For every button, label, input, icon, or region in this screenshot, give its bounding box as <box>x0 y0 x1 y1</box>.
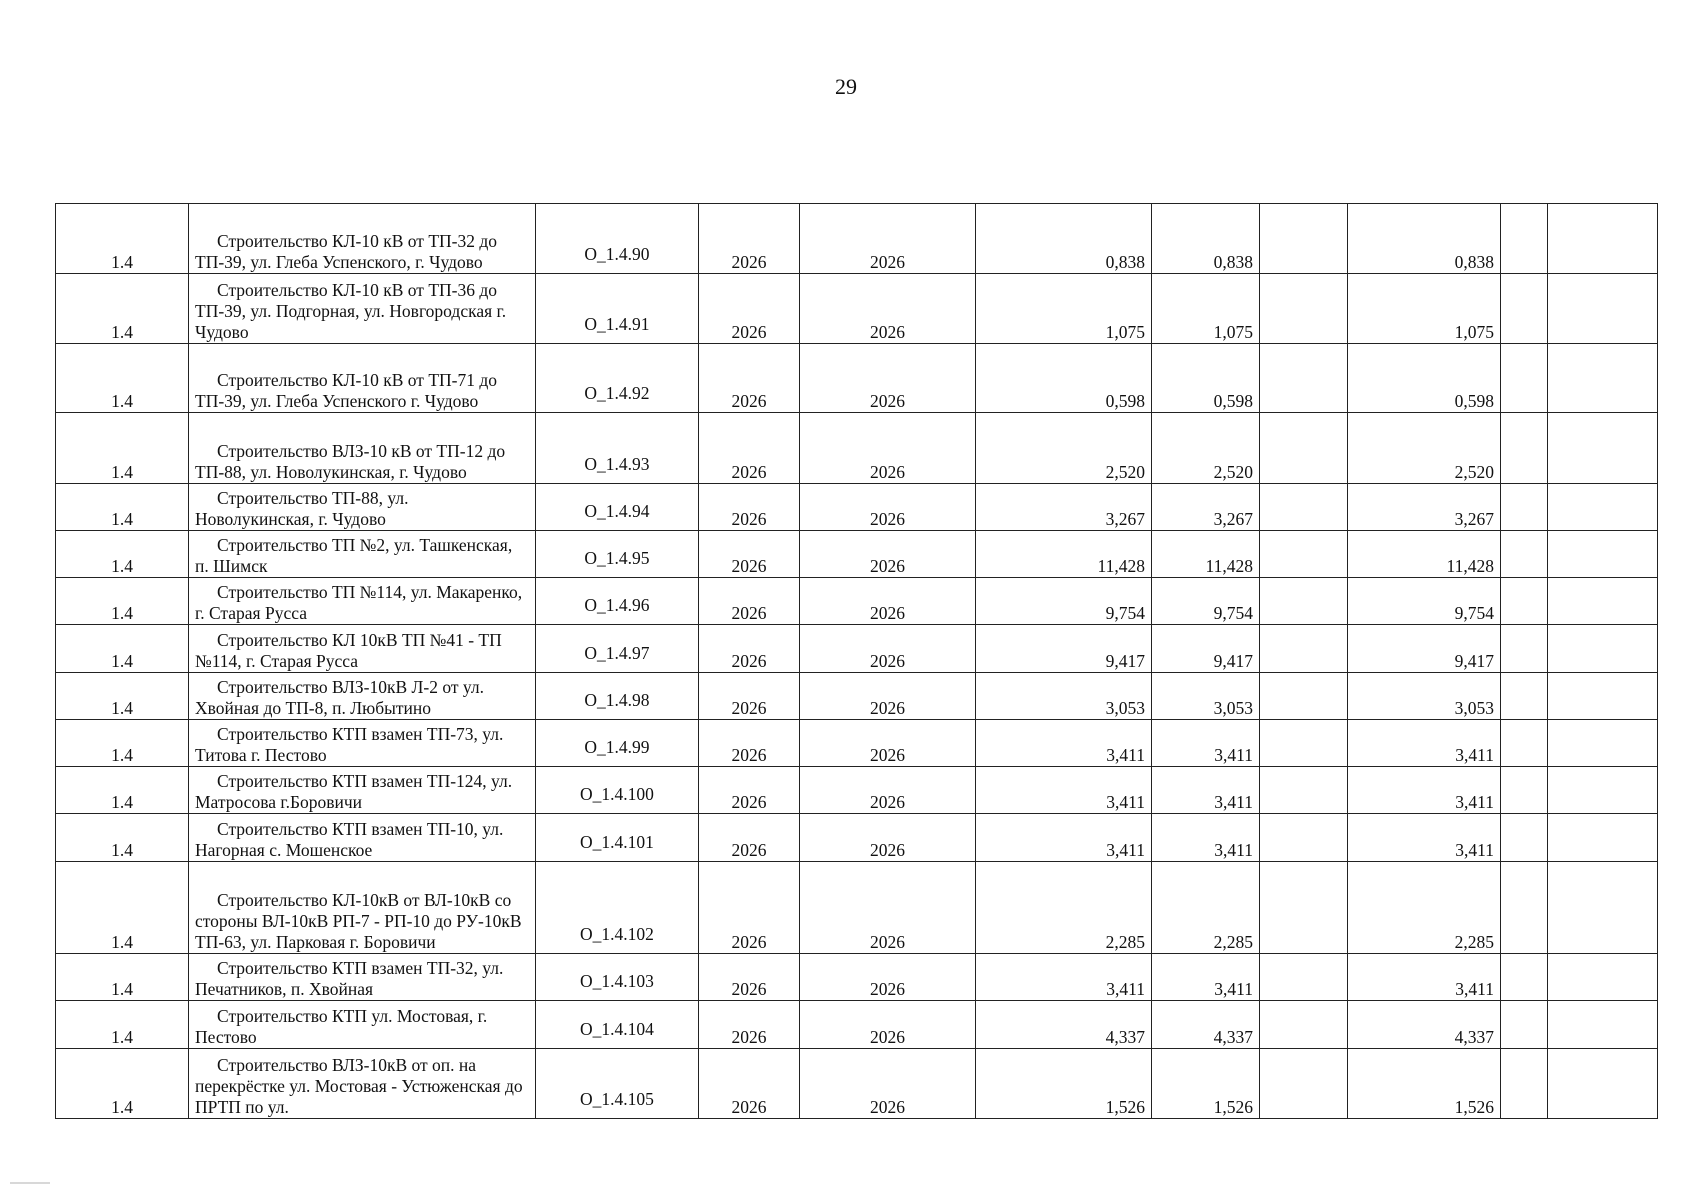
project-name-cell <box>189 204 536 274</box>
value-cell-6 <box>1548 954 1658 1001</box>
project-name-text: Строительство КЛ-10кВ от ВЛ-10кВ со стороны ВЛ-10кВ РП-7 - РП-10 до РУ-10кВ ТП-63, ул. Парковая г. Боровичи <box>195 890 522 952</box>
project-code-text: О_1.4.91 <box>584 313 650 334</box>
project-code-cell <box>536 204 699 274</box>
project-name-cell <box>189 1048 536 1119</box>
project-code-text: О_1.4.95 <box>584 548 650 568</box>
item-number-cell: 1.4 <box>56 413 189 483</box>
table-row <box>56 343 1658 412</box>
value-cell-2: 3,267 <box>1152 483 1260 530</box>
end-year-cell: 2026 <box>800 274 976 343</box>
value-cell-3 <box>1260 483 1348 530</box>
value-cell-4: 9,417 <box>1348 625 1501 672</box>
value-cell-1: 4,337 <box>976 1001 1152 1048</box>
item-number-cell: 1.4 <box>56 1048 189 1119</box>
value-cell-4: 3,411 <box>1348 719 1501 766</box>
value-cell-4: 2,285 <box>1348 861 1501 954</box>
value-cell-3 <box>1260 1048 1348 1119</box>
value-cell-2: 9,754 <box>1152 578 1260 625</box>
value-cell-3 <box>1260 719 1348 766</box>
value-cell-6 <box>1548 274 1658 343</box>
project-name-cell <box>189 274 536 343</box>
project-code-cell <box>536 719 699 766</box>
value-cell-4: 4,337 <box>1348 1001 1501 1048</box>
project-code-text: О_1.4.104 <box>580 1018 654 1039</box>
project-code-cell <box>536 274 699 343</box>
table-row <box>56 530 1658 577</box>
item-number-cell: 1.4 <box>56 204 189 274</box>
value-cell-5 <box>1501 1048 1548 1119</box>
end-year-cell: 2026 <box>800 719 976 766</box>
project-code-text: О_1.4.92 <box>584 383 650 404</box>
project-code-cell <box>536 413 699 483</box>
value-cell-6 <box>1548 413 1658 483</box>
project-code-cell <box>536 767 699 814</box>
project-name-text: Строительство ВЛЗ-10 кВ от ТП-12 до ТП-88, ул. Новолукинская, г. Чудово <box>195 440 506 482</box>
project-name-text: Строительство ТП-88, ул. Новолукинская, г. Чудово <box>195 487 409 529</box>
start-year-cell: 2026 <box>699 861 800 954</box>
project-code-text: О_1.4.105 <box>580 1089 654 1109</box>
project-code-text: О_1.4.103 <box>580 971 654 992</box>
project-code-cell <box>536 1001 699 1048</box>
value-cell-1: 3,053 <box>976 672 1152 719</box>
value-cell-3 <box>1260 204 1348 274</box>
value-cell-6 <box>1548 1048 1658 1119</box>
value-cell-3 <box>1260 814 1348 861</box>
project-name-cell <box>189 578 536 625</box>
value-cell-1: 0,838 <box>976 204 1152 274</box>
item-number-cell: 1.4 <box>56 483 189 530</box>
item-number-cell: 1.4 <box>56 861 189 954</box>
end-year-cell: 2026 <box>800 767 976 814</box>
value-cell-3 <box>1260 413 1348 483</box>
value-cell-1: 3,411 <box>976 954 1152 1001</box>
project-code-cell <box>536 954 699 1001</box>
value-cell-5 <box>1501 954 1548 1001</box>
value-cell-2: 3,411 <box>1152 719 1260 766</box>
value-cell-4: 3,411 <box>1348 814 1501 861</box>
start-year-cell: 2026 <box>699 343 800 412</box>
table-row <box>56 578 1658 625</box>
value-cell-5 <box>1501 861 1548 954</box>
project-code-cell <box>536 814 699 861</box>
table-row <box>56 625 1658 672</box>
page-number: 29 <box>835 74 857 99</box>
start-year-cell: 2026 <box>699 530 800 577</box>
value-cell-2: 3,411 <box>1152 767 1260 814</box>
project-name-text: Строительство КЛ-10 кВ от ТП-32 до ТП-39, ул. Глеба Успенского, г. Чудово <box>195 231 497 273</box>
project-name-text: Строительство КТП взамен ТП-10, ул. Нагорная с. Мошенское <box>195 818 504 860</box>
value-cell-2: 1,075 <box>1152 274 1260 343</box>
value-cell-6 <box>1548 861 1658 954</box>
value-cell-6 <box>1548 814 1658 861</box>
item-number-cell: 1.4 <box>56 274 189 343</box>
value-cell-2: 3,053 <box>1152 672 1260 719</box>
project-code-cell <box>536 861 699 954</box>
start-year-cell: 2026 <box>699 1001 800 1048</box>
value-cell-6 <box>1548 204 1658 274</box>
table-row <box>56 672 1658 719</box>
item-number-cell: 1.4 <box>56 672 189 719</box>
item-number-cell: 1.4 <box>56 719 189 766</box>
item-number-cell: 1.4 <box>56 625 189 672</box>
value-cell-1: 3,267 <box>976 483 1152 530</box>
table-row <box>56 483 1658 530</box>
project-code-text: О_1.4.94 <box>584 500 650 521</box>
project-code-cell <box>536 672 699 719</box>
table-row <box>56 814 1658 861</box>
item-number-cell: 1.4 <box>56 343 189 412</box>
value-cell-4: 3,411 <box>1348 954 1501 1001</box>
start-year-cell: 2026 <box>699 578 800 625</box>
value-cell-1: 2,285 <box>976 861 1152 954</box>
end-year-cell: 2026 <box>800 483 976 530</box>
value-cell-3 <box>1260 1001 1348 1048</box>
project-name-text: Строительство КТП взамен ТП-124, ул. Матросова г.Боровичи <box>195 771 513 813</box>
start-year-cell: 2026 <box>699 1048 800 1119</box>
start-year-cell: 2026 <box>699 413 800 483</box>
value-cell-1: 11,428 <box>976 530 1152 577</box>
value-cell-3 <box>1260 530 1348 577</box>
value-cell-3 <box>1260 954 1348 1001</box>
project-code-text: О_1.4.102 <box>580 924 654 944</box>
project-name-text: Строительство ВЛЗ-10кВ от оп. на перекрёстке ул. Мостовая - Устюженская до ПРТП по ул. <box>195 1055 523 1117</box>
value-cell-6 <box>1548 483 1658 530</box>
value-cell-1: 3,411 <box>976 814 1152 861</box>
project-name-cell <box>189 530 536 577</box>
item-number-cell: 1.4 <box>56 578 189 625</box>
project-code-cell <box>536 530 699 577</box>
value-cell-1: 3,411 <box>976 767 1152 814</box>
value-cell-2: 4,337 <box>1152 1001 1260 1048</box>
project-name-cell <box>189 861 536 954</box>
item-number-cell: 1.4 <box>56 954 189 1001</box>
project-name-cell <box>189 625 536 672</box>
project-name-text: Строительство КТП ул. Мостовая, г. Пестово <box>195 1005 488 1047</box>
value-cell-2: 2,285 <box>1152 861 1260 954</box>
end-year-cell: 2026 <box>800 861 976 954</box>
table-row <box>56 1048 1658 1119</box>
start-year-cell: 2026 <box>699 672 800 719</box>
table-row <box>56 719 1658 766</box>
end-year-cell: 2026 <box>800 814 976 861</box>
project-code-text: О_1.4.93 <box>584 453 650 474</box>
value-cell-6 <box>1548 625 1658 672</box>
value-cell-3 <box>1260 861 1348 954</box>
start-year-cell: 2026 <box>699 719 800 766</box>
value-cell-6 <box>1548 530 1658 577</box>
project-code-text: О_1.4.97 <box>584 642 650 663</box>
start-year-cell: 2026 <box>699 954 800 1001</box>
value-cell-2: 11,428 <box>1152 530 1260 577</box>
value-cell-2: 2,520 <box>1152 413 1260 483</box>
value-cell-1: 1,075 <box>976 274 1152 343</box>
value-cell-4: 2,520 <box>1348 413 1501 483</box>
value-cell-5 <box>1501 483 1548 530</box>
value-cell-5 <box>1501 1001 1548 1048</box>
value-cell-5 <box>1501 719 1548 766</box>
table-row <box>56 413 1658 483</box>
item-number-cell: 1.4 <box>56 767 189 814</box>
end-year-cell: 2026 <box>800 625 976 672</box>
end-year-cell: 2026 <box>800 204 976 274</box>
value-cell-3 <box>1260 767 1348 814</box>
value-cell-1: 3,411 <box>976 719 1152 766</box>
value-cell-5 <box>1501 578 1548 625</box>
value-cell-4: 11,428 <box>1348 530 1501 577</box>
project-name-text: Строительство ТП №2, ул. Ташкенская, п. Шимск <box>195 535 513 576</box>
project-code-cell <box>536 343 699 412</box>
project-code-cell <box>536 483 699 530</box>
value-cell-5 <box>1501 204 1548 274</box>
value-cell-5 <box>1501 530 1548 577</box>
end-year-cell: 2026 <box>800 343 976 412</box>
value-cell-3 <box>1260 625 1348 672</box>
project-name-text: Строительство КТП взамен ТП-73, ул. Титова г. Пестово <box>195 724 504 765</box>
scan-artifact <box>10 1182 50 1184</box>
project-name-text: Строительство ВЛЗ-10кВ Л-2 от ул. Хвойная до ТП-8, п. Любытино <box>195 676 484 718</box>
start-year-cell: 2026 <box>699 204 800 274</box>
value-cell-1: 1,526 <box>976 1048 1152 1119</box>
value-cell-2: 3,411 <box>1152 814 1260 861</box>
table-row <box>56 954 1658 1001</box>
value-cell-5 <box>1501 625 1548 672</box>
project-code-text: О_1.4.96 <box>584 595 650 616</box>
project-name-cell <box>189 413 536 483</box>
value-cell-3 <box>1260 274 1348 343</box>
end-year-cell: 2026 <box>800 672 976 719</box>
table-row <box>56 861 1658 954</box>
project-code-cell <box>536 625 699 672</box>
value-cell-5 <box>1501 814 1548 861</box>
value-cell-4: 0,598 <box>1348 343 1501 412</box>
project-name-cell <box>189 672 536 719</box>
project-name-cell <box>189 814 536 861</box>
project-code-cell <box>536 578 699 625</box>
value-cell-5 <box>1501 413 1548 483</box>
value-cell-5 <box>1501 343 1548 412</box>
project-code-text: О_1.4.99 <box>584 737 650 757</box>
project-name-text: Строительство КТП взамен ТП-32, ул. Печатников, п. Хвойная <box>195 958 504 1000</box>
value-cell-4: 3,053 <box>1348 672 1501 719</box>
value-cell-2: 1,526 <box>1152 1048 1260 1119</box>
project-name-cell <box>189 343 536 412</box>
value-cell-2: 0,838 <box>1152 204 1260 274</box>
project-code-text: О_1.4.101 <box>580 831 654 852</box>
project-name-text: Строительство КЛ-10 кВ от ТП-71 до ТП-39, ул. Глеба Успенского г. Чудово <box>195 370 497 412</box>
project-code-cell <box>536 1048 699 1119</box>
end-year-cell: 2026 <box>800 1048 976 1119</box>
value-cell-1: 9,417 <box>976 625 1152 672</box>
project-name-cell <box>189 954 536 1001</box>
end-year-cell: 2026 <box>800 413 976 483</box>
project-name-cell <box>189 1001 536 1048</box>
project-name-cell <box>189 767 536 814</box>
value-cell-1: 9,754 <box>976 578 1152 625</box>
value-cell-6 <box>1548 767 1658 814</box>
table-row <box>56 204 1658 274</box>
value-cell-5 <box>1501 672 1548 719</box>
start-year-cell: 2026 <box>699 625 800 672</box>
project-name-cell <box>189 483 536 530</box>
value-cell-4: 3,267 <box>1348 483 1501 530</box>
project-code-text: О_1.4.90 <box>584 244 650 265</box>
table-row <box>56 767 1658 814</box>
value-cell-1: 0,598 <box>976 343 1152 412</box>
project-name-cell <box>189 719 536 766</box>
value-cell-6 <box>1548 343 1658 412</box>
end-year-cell: 2026 <box>800 578 976 625</box>
start-year-cell: 2026 <box>699 483 800 530</box>
start-year-cell: 2026 <box>699 767 800 814</box>
value-cell-6 <box>1548 672 1658 719</box>
value-cell-6 <box>1548 719 1658 766</box>
end-year-cell: 2026 <box>800 530 976 577</box>
value-cell-4: 1,526 <box>1348 1048 1501 1119</box>
value-cell-3 <box>1260 343 1348 412</box>
item-number-cell: 1.4 <box>56 814 189 861</box>
value-cell-4: 0,838 <box>1348 204 1501 274</box>
project-name-text: Строительство КЛ-10 кВ от ТП-36 до ТП-39, ул. Подгорная, ул. Новгородская г. Чудово <box>195 279 507 342</box>
end-year-cell: 2026 <box>800 1001 976 1048</box>
value-cell-6 <box>1548 1001 1658 1048</box>
investment-table <box>55 203 1658 1119</box>
table-row <box>56 1001 1658 1048</box>
project-name-text: Строительство КЛ 10кВ ТП №41 - ТП №114, г. Старая Русса <box>195 629 502 671</box>
value-cell-5 <box>1501 274 1548 343</box>
value-cell-2: 0,598 <box>1152 343 1260 412</box>
value-cell-4: 1,075 <box>1348 274 1501 343</box>
item-number-cell: 1.4 <box>56 1001 189 1048</box>
value-cell-4: 3,411 <box>1348 767 1501 814</box>
value-cell-3 <box>1260 578 1348 625</box>
project-code-text: О_1.4.98 <box>584 689 650 710</box>
value-cell-6 <box>1548 578 1658 625</box>
project-code-text: О_1.4.100 <box>580 784 654 805</box>
value-cell-1: 2,520 <box>976 413 1152 483</box>
value-cell-2: 3,411 <box>1152 954 1260 1001</box>
value-cell-3 <box>1260 672 1348 719</box>
start-year-cell: 2026 <box>699 274 800 343</box>
start-year-cell: 2026 <box>699 814 800 861</box>
table-body <box>56 204 1658 1119</box>
value-cell-4: 9,754 <box>1348 578 1501 625</box>
value-cell-5 <box>1501 767 1548 814</box>
end-year-cell: 2026 <box>800 954 976 1001</box>
item-number-cell: 1.4 <box>56 530 189 577</box>
value-cell-2: 9,417 <box>1152 625 1260 672</box>
table-row <box>56 274 1658 343</box>
project-name-text: Строительство ТП №114, ул. Макаренко, г. Старая Русса <box>195 582 523 624</box>
